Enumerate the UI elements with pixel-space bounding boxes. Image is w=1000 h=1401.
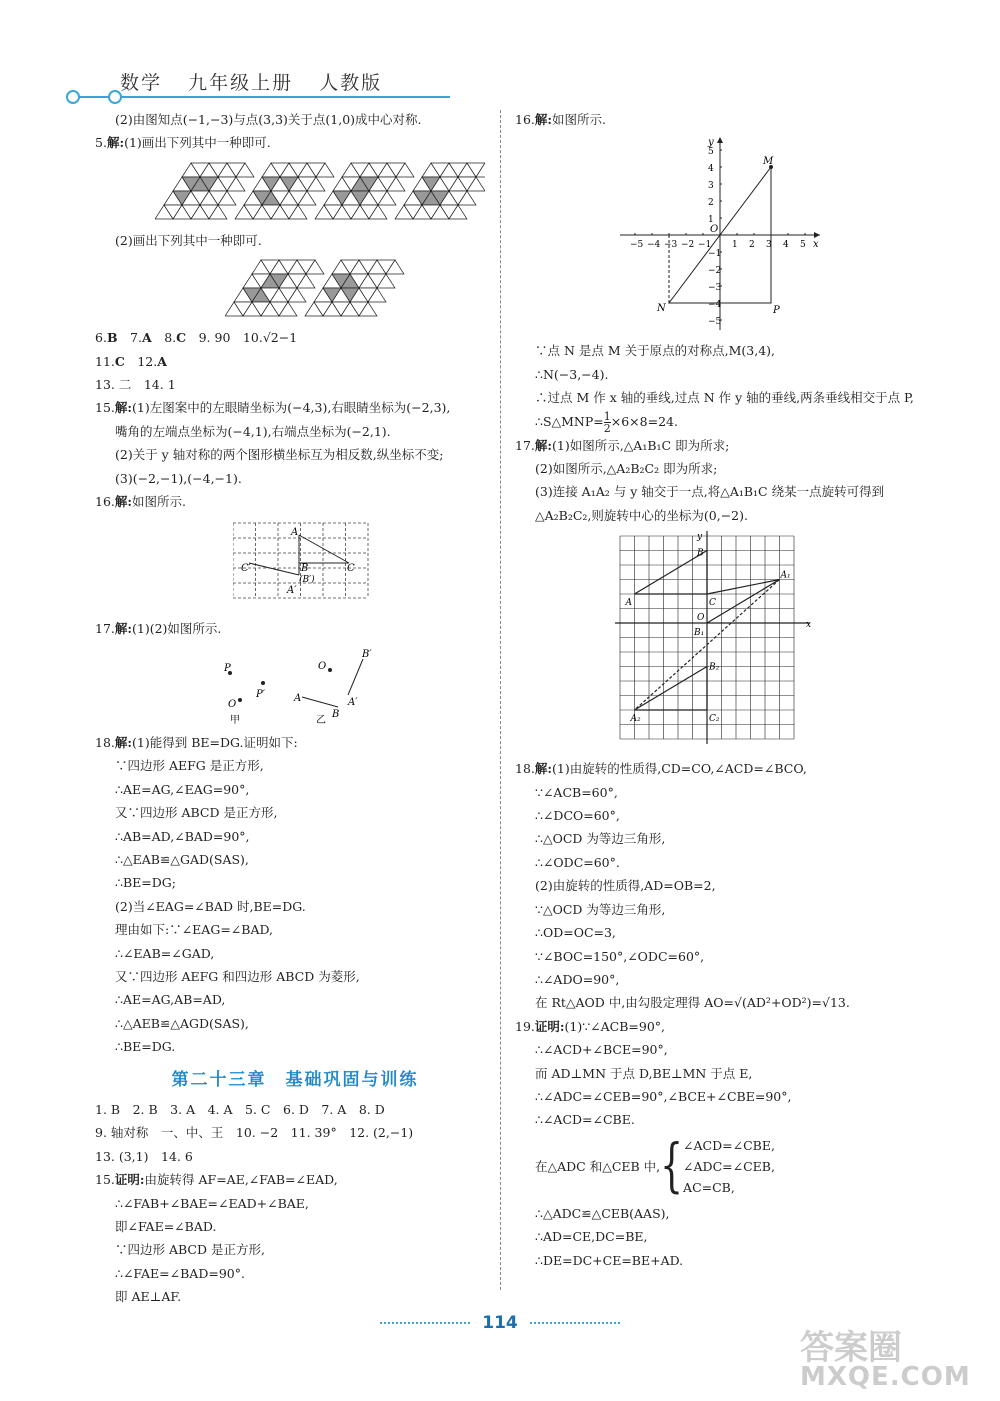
header-subject: 数学 — [120, 72, 163, 94]
text-line: 5.解:(1)画出下列其中一种即可. — [95, 135, 271, 151]
figure-16-left — [95, 517, 495, 613]
text-line: 在 Rt△AOD 中,由勾股定理得 AO=√(AD²+OD²)=√13. — [535, 995, 850, 1011]
label-c2: C₂ — [709, 714, 720, 725]
text-line: (3)连接 A₁A₂ 与 y 轴交于一点,将△A₁B₁C 绕某一点旋转可得到 — [535, 484, 885, 500]
text-line: ∴△OCD 为等边三角形, — [535, 831, 666, 847]
segment — [707, 580, 780, 595]
text-line: ∴AB=AD,∠BAD=90°, — [115, 828, 250, 844]
tick-label: −3 — [664, 240, 678, 251]
brace-icon: { — [660, 1133, 684, 1200]
label-a: A — [294, 692, 302, 704]
text-line: ∴△EAB≌△GAD(SAS), — [115, 851, 249, 867]
label-y: y — [708, 137, 714, 149]
text-line: 又∵四边形 ABCD 是正方形, — [115, 805, 278, 821]
text-line: ∴∠ADO=90°, — [535, 971, 620, 987]
text-line: ∵△OCD 为等边三角形, — [535, 901, 666, 917]
label-c: C — [709, 598, 716, 609]
text-line: (2)当∠EAG=∠BAD 时,BE=DG. — [115, 898, 306, 914]
text-line: ∵∠BOC=150°,∠ODC=60°, — [535, 948, 705, 964]
text-line: 而 AD⊥MN 于点 D,BE⊥MN 于点 E, — [535, 1065, 753, 1081]
label-p-prime: P′ — [256, 688, 265, 700]
label-jia: 甲 — [230, 714, 240, 725]
text-line: 1. B 2. B 3. A 4. A 5. C 6. D 7. A 8. D — [95, 1101, 385, 1117]
text-line: ∵四边形 ABCD 是正方形, — [115, 1242, 265, 1258]
text-line: (2)由图知点(−1,−3)与点(3,3)关于点(1,0)成中心对称. — [115, 112, 422, 127]
rhombus-grid-figure — [225, 256, 405, 318]
label-o: O — [697, 613, 705, 624]
text-line: 13. (3,1) 14. 6 — [95, 1148, 193, 1164]
label-a: A — [291, 527, 299, 539]
tick-label: −4 — [647, 240, 661, 251]
column-divider — [500, 110, 501, 1290]
text-line: ∴∠ACD=∠CBE. — [535, 1112, 635, 1128]
header-circle-icon — [66, 90, 80, 104]
segment — [707, 580, 780, 624]
text-line: ∵∠ACB=60°, — [535, 784, 618, 800]
text-line: 16.解:如图所示. — [515, 112, 606, 127]
label-c-prime: C′ — [241, 563, 251, 575]
text-line: ∴AD=CE,DC=BE, — [535, 1229, 648, 1245]
text-line: 理由如下:∵∠EAG=∠BAD, — [115, 922, 274, 938]
page-number: 114 — [482, 1313, 518, 1333]
text-line: 嘴角的左端点坐标为(−4,1),右端点坐标为(−2,1). — [115, 423, 391, 439]
text-line: 又∵四边形 AEFG 和四边形 ABCD 为菱形, — [115, 968, 360, 984]
tick-label: −2 — [708, 266, 722, 277]
point-rotation-figure — [220, 645, 390, 725]
text-line: △A₂B₂C₂,则旋转中心的坐标为(0,−2). — [535, 507, 748, 523]
text-line: ∴∠DCO=60°, — [535, 808, 620, 824]
tick-label: −1 — [698, 240, 712, 251]
label-a1: A₁ — [780, 570, 791, 581]
text-line: 15.证明:由旋转得 AF=AE,∠FAB=∠EAD, — [95, 1172, 338, 1188]
figure-17-left — [95, 645, 495, 727]
header-edition: 人教版 — [319, 72, 383, 94]
tick-label: 1 — [732, 240, 738, 251]
text-line: ∴S△MNP= $\frac{1}{2}$ ×6×8=24. — [535, 409, 678, 435]
label-o: O — [710, 224, 719, 236]
header-grade: 九年级上册 — [188, 72, 294, 94]
label-yi: 乙 — [316, 714, 326, 725]
rhombus-grid-figure — [155, 159, 485, 221]
chapter-title: 第二十三章 基础巩固与训练 — [171, 1069, 419, 1090]
text-line: 18.解:(1)由旋转的性质得,CD=CO,∠ACD=∠BCO, — [515, 761, 807, 777]
tick-label: −1 — [708, 249, 722, 260]
figure-16-right — [515, 135, 935, 335]
tick-label: 5 — [800, 240, 806, 251]
text-line: (2)关于 y 轴对称的两个图形横坐标互为相反数,纵坐标不变; — [115, 447, 444, 463]
watermark-url: MXQE.COM — [800, 1362, 971, 1392]
text-line: ∴OD=OC=3, — [535, 925, 616, 941]
text-line: ∴DE=DC+CE=BE+AD. — [535, 1252, 684, 1268]
tick-label: −4 — [708, 300, 722, 311]
text-line: 17.解:(1)如图所示,△A₁B₁C 即为所求; — [515, 437, 730, 453]
text-line: 即∠FAE=∠BAD. — [115, 1219, 217, 1234]
tick-label: 4 — [708, 164, 714, 175]
text-line: ∴∠ACD+∠BCE=90°, — [535, 1042, 668, 1058]
label-c: C — [347, 563, 355, 575]
text-line: 15.解:(1)左图案中的左眼睛坐标为(−4,3),右眼睛坐标为(−2,3), — [95, 400, 451, 416]
text-line: 6.B 7.A 8.C 9. 90 10.√2−1 — [95, 330, 298, 346]
label-a-prime: A′ — [348, 696, 358, 708]
text-line: ∵点 N 是点 M 关于原点的对称点,M(3,4), — [535, 343, 776, 359]
page-number-dots — [380, 1322, 470, 1324]
rhombus-figures-1 — [95, 159, 495, 225]
text-line: ∴∠ADC=∠CEB=90°,∠BCE+∠CBE=90°, — [535, 1088, 792, 1104]
label-b1: B₁ — [694, 628, 705, 639]
tick-label: 2 — [749, 240, 755, 251]
segment — [635, 667, 708, 711]
label-a: A — [625, 598, 632, 609]
text-line: ∴AE=AG,AB=AD, — [115, 992, 226, 1008]
label-b: B — [697, 548, 704, 559]
system-lines: ∠ACD=∠CBE, ∠ADC=∠CEB, AC=CB, — [683, 1138, 775, 1196]
header-title — [120, 68, 400, 95]
label-b-prime: B′ — [362, 648, 372, 660]
tick-label: 3 — [708, 181, 714, 192]
label-a2: A₂ — [630, 714, 641, 725]
text-line: ∴∠EAB=∠GAD, — [115, 945, 215, 961]
header-circle-icon — [108, 90, 122, 104]
label-n: N — [657, 303, 666, 315]
text-line: ∴BE=DG; — [115, 875, 176, 891]
text-line: 19.证明:(1)∵∠ACB=90°, — [515, 1018, 666, 1034]
page-number-dots — [530, 1322, 620, 1324]
tick-label: −3 — [708, 283, 722, 294]
label-x: x — [806, 620, 812, 631]
tick-label: 3 — [766, 240, 772, 251]
tick-label: 4 — [783, 240, 789, 251]
equation-system — [515, 1132, 935, 1202]
text-line: ∴AE=AG,∠EAG=90°, — [115, 781, 250, 797]
text-line: 9. 轴对称 一、中、王 10. −2 11. 39° 12. (2,−1) — [95, 1125, 414, 1141]
label-y: y — [697, 532, 703, 543]
header-rule — [70, 96, 450, 98]
label-a-prime: A′ — [287, 585, 297, 597]
coordinate-plane-figure — [615, 135, 825, 333]
label-x: x — [813, 239, 819, 251]
text-line: 即 AE⊥AF. — [115, 1289, 182, 1305]
rotation-grid-figure — [233, 517, 373, 609]
text-line: 18.解:(1)能得到 BE=DG.证明如下: — [95, 734, 298, 750]
text-line: 13. 二 14. 1 — [95, 377, 176, 393]
label-b2: B₂ — [709, 662, 720, 673]
text-line: ∴∠FAB+∠BAE=∠EAD+∠BAE, — [115, 1195, 309, 1211]
label-b-prime: (B′) — [299, 575, 315, 586]
text-line: (2)如图所示,△A₂B₂C₂ 即为所求; — [535, 461, 718, 477]
watermark-logo: 答案圈 — [800, 1328, 902, 1368]
text-line: ∴∠FAE=∠BAD=90°. — [115, 1265, 245, 1281]
text-line: ∴△ADC≌△CEB(AAS), — [535, 1205, 670, 1221]
label-o: O — [318, 660, 327, 672]
label-o: O — [228, 698, 237, 710]
text-line: 16.解:如图所示. — [95, 494, 186, 510]
tick-label: 2 — [708, 198, 714, 209]
text-line: ∵四边形 AEFG 是正方形, — [115, 758, 264, 774]
rhombus-figures-2 — [95, 256, 495, 322]
text-line: 在△ADC 和△CEB 中, — [535, 1159, 661, 1175]
tick-label: 1 — [708, 215, 714, 226]
arrow-icon — [814, 232, 820, 238]
label-b: B — [301, 563, 309, 575]
tick-label: −5 — [630, 240, 644, 251]
text-line: ∴N(−3,−4). — [535, 366, 609, 382]
figure-17-right — [515, 531, 935, 753]
text-line: ∴∠ODC=60°. — [535, 854, 620, 870]
grid-rotation-figure — [615, 531, 825, 751]
label-m: M — [763, 156, 774, 168]
text-line: (2)画出下列其中一种即可. — [115, 232, 262, 248]
text-line: ∴过点 M 作 x 轴的垂线,过点 N 作 y 轴的垂线,两条垂线相交于点 P, — [535, 390, 914, 406]
text-line: ∴△AEB≌△AGD(SAS), — [115, 1015, 249, 1031]
label-b: B — [332, 708, 340, 720]
text-line: 17.解:(1)(2)如图所示. — [95, 621, 222, 637]
text-line: (2)由旋转的性质得,AD=OB=2, — [535, 878, 716, 894]
text-line: 11.C 12.A — [95, 353, 167, 369]
arrow-icon — [717, 137, 723, 143]
left-column — [95, 108, 495, 1309]
label-p: P — [773, 305, 780, 317]
right-column — [515, 108, 935, 1272]
text-line: (3)(−2,−1),(−4,−1). — [115, 470, 242, 486]
fraction: $\frac{1}{2}$ — [603, 409, 611, 435]
label-p: P — [224, 662, 231, 674]
tick-label: −5 — [708, 317, 722, 328]
tick-label: 5 — [708, 147, 714, 158]
text-line: ∴BE=DG. — [115, 1039, 176, 1055]
tick-label: −2 — [681, 240, 695, 251]
